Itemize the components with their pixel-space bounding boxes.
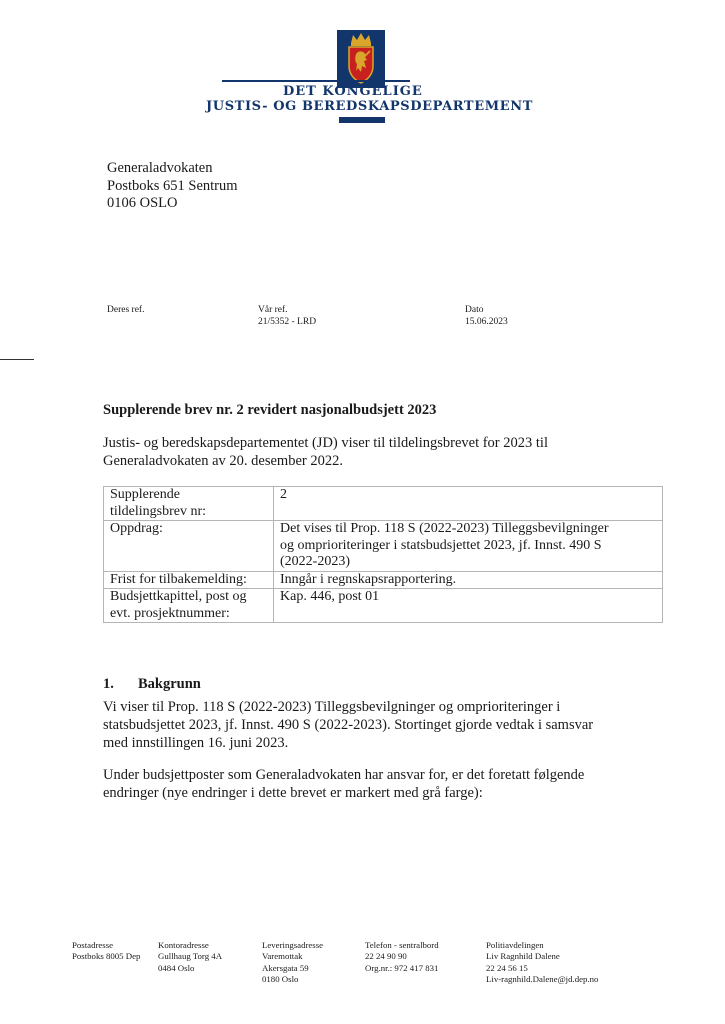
intro-line: Generaladvokaten av 20. desember 2022.: [103, 452, 343, 469]
table-row: [104, 521, 663, 572]
table-value: [274, 521, 663, 572]
paragraph-line: Vi viser til Prop. 118 S (2022-2023) Tilleggsbevilgninger og omprioriteringer i: [103, 699, 561, 715]
table-key-line: tildelingsbrev nr:: [110, 503, 207, 519]
letterhead-line-2: JUSTIS- OG BEREDSKAPSDEPARTEMENT: [206, 99, 533, 114]
footer-value: Gullhaug Torg 4A: [158, 951, 223, 962]
date-ref: [465, 304, 508, 328]
paragraph-line: Under budsjettposter som Generaladvokaten har ansvar for, er det foretatt følgende: [103, 767, 585, 783]
letter-heading: Supplerende brev nr. 2 revidert nasjonalbudsjett 2023: [103, 402, 437, 418]
table-key-line: evt. prosjektnummer:: [110, 605, 230, 621]
footer-value: 0180 Oslo: [262, 974, 299, 985]
paragraph-line: statsbudsjettet 2023, jf. Innst. 490 S (2022-2023). Stortinget gjorde vedtak i samsvar: [103, 716, 594, 733]
var-ref: [258, 304, 316, 328]
recipient-city: 0106 OSLO: [107, 195, 178, 211]
section-title: Bakgrunn: [138, 676, 201, 692]
paragraph-line: endringer (nye endringer i dette brevet er markert med grå farge):: [103, 784, 483, 801]
table-row: [104, 571, 663, 589]
fold-mark: [0, 359, 34, 360]
table-value: [274, 571, 663, 589]
table-key: [104, 571, 274, 589]
recipient-address: [107, 160, 238, 213]
table-value-line: 2: [280, 487, 287, 502]
allocation-table: [103, 486, 663, 623]
table-row: [104, 589, 663, 623]
deres-ref: [107, 304, 144, 316]
footer-value: Varemottak: [262, 951, 303, 962]
table-value-line: Kap. 446, post 01: [280, 589, 380, 604]
footer-label: Kontoradresse: [158, 940, 209, 950]
intro-line: Justis- og beredskapsdepartementet (JD) viser til tildelingsbrevet for 2023 til: [103, 435, 548, 451]
table-key-line: Frist for tilbakemelding:: [110, 571, 247, 587]
table-key-line: Supplerende: [110, 487, 180, 502]
footer-label: Telefon - sentralbord: [365, 940, 439, 950]
table-value-line: Inngår i regnskapsrapportering.: [280, 571, 457, 587]
section-paragraph-1: [103, 699, 643, 752]
footer-value: Akersgata 59: [262, 962, 309, 973]
table-value-line: Det vises til Prop. 118 S (2022-2023) Tilleggsbevilgninger: [280, 521, 609, 536]
paragraph-line: med innstillingen 16. juni 2023.: [103, 734, 289, 751]
footer-leveringsadresse: [262, 940, 323, 986]
table-key: [104, 521, 274, 572]
table-key: [104, 589, 274, 623]
footer-kontoradresse: [158, 940, 222, 974]
table-value-line: og omprioriteringer i statsbudsjettet 2023, jf. Innst. 490 S: [280, 537, 602, 553]
footer-value: 0484 Oslo: [158, 962, 195, 973]
recipient-name: Generaladvokaten: [107, 160, 213, 176]
footer-avdeling: [486, 940, 598, 986]
table-key-line: Budsjettkapittel, post og: [110, 589, 247, 604]
table-value-line: (2022-2023): [280, 554, 350, 569]
footer-value: 22 24 56 15: [486, 962, 528, 973]
section-number: 1.: [103, 676, 114, 692]
date-value: 15.06.2023: [465, 317, 508, 327]
var-ref-label: Vår ref.: [258, 305, 288, 315]
deres-ref-label: Deres ref.: [107, 305, 145, 315]
letterhead-rule: [222, 80, 410, 82]
footer-value: Org.nr.: 972 417 831: [365, 962, 439, 973]
date-label: Dato: [465, 305, 484, 315]
letterhead-bar: [339, 117, 385, 123]
letterhead-line-1: DET KONGELIGE: [283, 84, 423, 99]
footer-label: Politiavdelingen: [486, 940, 544, 950]
table-key: [104, 487, 274, 521]
footer-value: Postboks 8005 Dep: [72, 951, 141, 962]
intro-paragraph: [103, 435, 623, 470]
footer-value: 22 24 90 90: [365, 951, 407, 962]
table-value: [274, 589, 663, 623]
table-value: [274, 487, 663, 521]
footer-postadresse: [72, 940, 140, 963]
footer-value: Liv Ragnhild Dalene: [486, 951, 560, 962]
footer-email-link[interactable]: Liv-ragnhild.Dalene@jd.dep.no: [486, 974, 599, 985]
var-ref-value: 21/5352 - LRD: [258, 317, 317, 327]
footer-label: Leveringsadresse: [262, 940, 324, 950]
footer-label: Postadresse: [72, 940, 114, 950]
section-paragraph-2: [103, 767, 643, 803]
table-key-line: Oppdrag:: [110, 521, 163, 536]
recipient-postbox: Postboks 651 Sentrum: [107, 177, 238, 194]
table-row: [104, 487, 663, 521]
footer-telefon: [365, 940, 439, 974]
